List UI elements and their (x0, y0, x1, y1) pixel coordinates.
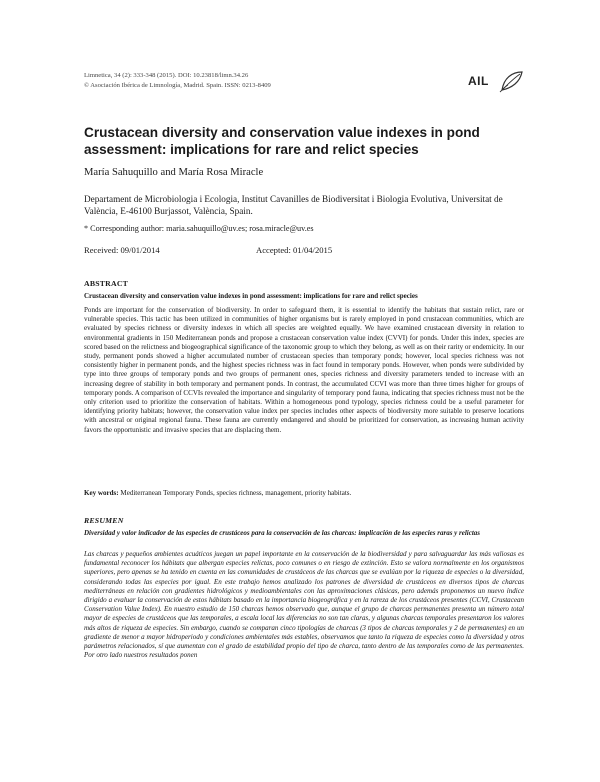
accepted-date: Accepted: 01/04/2015 (256, 245, 333, 255)
copyright-line: © Asociación Ibérica de Limnología, Madrid. Spain. ISSN: 0213-8409 (84, 82, 271, 89)
keywords (84, 489, 524, 497)
article-title: Crustacean diversity and conservation value indexes in pond assessment: implications for rare and relict species (84, 125, 480, 157)
journal-citation: Limnetica, 34 (2): 333-348 (2015). DOI: 10.23818/limn.34.26 (84, 72, 249, 79)
journal-logo (468, 70, 528, 94)
abstract-heading: ABSTRACT (84, 279, 129, 288)
author-affiliation: Departament de Microbiologia i Ecologia, Institut Cavanilles de Biodiversitat i Biologia Evolutiva, Universitat de València, E-46100 Burjassot, València, Spain. (84, 194, 503, 216)
leaf-icon (498, 70, 524, 94)
abstract-title: Crustacean diversity and conservation value indexes in pond assessment: implications for rare and relict species (84, 292, 418, 300)
abstract-body: Ponds are important for the conservation of biodiversity. In order to safeguard them, it is essential to identify the habitats that sustain relict, rare or vulnerable species. This tactic has been utilized in communities of higher organisms but is rarely employed in pond crustacean communities, which are evaluated by species richness or diversity indexes in which all species are weighted equally. We have examined crustacean diversity in relation to environmental gradients in 150 Mediterranean ponds and propose a crustacean conservation value index (CVVI) for ponds. Under this index, species are scored based on the relictness and biogeographical significance of the taxonomic group to which they belong, as well as on their rarity or endemicity. In our study, permanent ponds showed a higher accumulated number of crustacean species than temporary ponds; however, local species richness was not consistently higher in permanent ponds, and the highest species richness was in fact found in temporary ponds. However, when ponds were subdivided by type into three groups of temporary ponds and two groups of permanent ones, species richness and diversity parameters tended to increase with an increasing degree of stability in both temporary and permanent ponds. In contrast, the accumulated CCVI was more than three times higher for groups of temporary ponds. A comparison of CCVIs revealed the importance and singularity of temporary pond fauna, indicating that species richness must not be the only criterion used to prioritize the conservation of habitats. Within a homogeneous pond typology, species richness could be a useful parameter for identifying priority habitats; however, the conservation value index per species includes other aspects of biodiversity more suitable to preserve locations with ancestral or original regional fauna. These fauna are currently endangered and should be prioritized for conservation, as increasing human activity favors the opportunistic and invasive species that are displacing them. (84, 306, 524, 434)
article-authors: María Sahuquillo and María Rosa Miracle (84, 167, 264, 178)
resumen-heading: RESUMEN (84, 516, 124, 525)
received-date: Received: 09/01/2014 (84, 245, 160, 255)
keywords-text: Mediterranean Temporary Ponds, species richness, management, priority habitats. (120, 489, 352, 497)
logo-text: AIL (468, 74, 489, 88)
keywords-label: Key words: (84, 489, 119, 497)
resumen-title: Diversidad y valor indicador de las especies de crustáceos para la conservación de las charcas: implicación de las especies raras y relictas (84, 529, 481, 537)
resumen-body: Las charcas y pequeños ambientes acuáticos juegan un papel importante en la conservación de la biodiversidad y para salvaguardar las más valiosas es fundamental reconocer los hábitats que albergan especies relictas, poco comunes o en riesgo de extinción. Esto se valora normalmente en los organismos superiores, pero apenas se ha tenido en cuenta en las comunidades de crustáceos de las charcas que se evalúan por la riqueza de especies o la diversidad, considerando todas las especies por igual. En este trabajo hemos analizado los patrones de diversidad de crustáceos en diversos tipos de charcas mediterráneas en relación con gradientes hidrológicos y medioambientales con las aproximaciones clásicas, pero además proponemos un nuevo índice dirigido a evaluar la conservación de estos hábitats basado en la importancia biogeográfica y en la rareza de los crustáceos presentes (CCVI, Crustacean Conservation Value Index). En nuestro estudio de 150 charcas hemos observado que, aunque el grupo de charcas permanentes presenta un número total mayor de especies de crustáceos que las temporales, a escala local las diferencias no son tan claras, y algunas charcas temporales presentaron los valores más altos de riqueza de especies. Sin embargo, cuando se comparan cinco tipologías de charcas (3 tipos de charcas temporales y 2 de permanentes) en un gradiente de menor a mayor hidroperiodo y condiciones ambientales más estables, observamos que tanto la riqueza de especies como la diversidad y otros parámetros relacionados, sí que aumentan con el grado de estabilidad propio del tipo de charca, tanto dentro de las temporales como de las permanentes. Por otro lado nuestros resultados ponen (84, 550, 524, 660)
corresponding-author: * Corresponding author: maria.sahuquillo@uv.es; rosa.miracle@uv.es (84, 224, 314, 233)
